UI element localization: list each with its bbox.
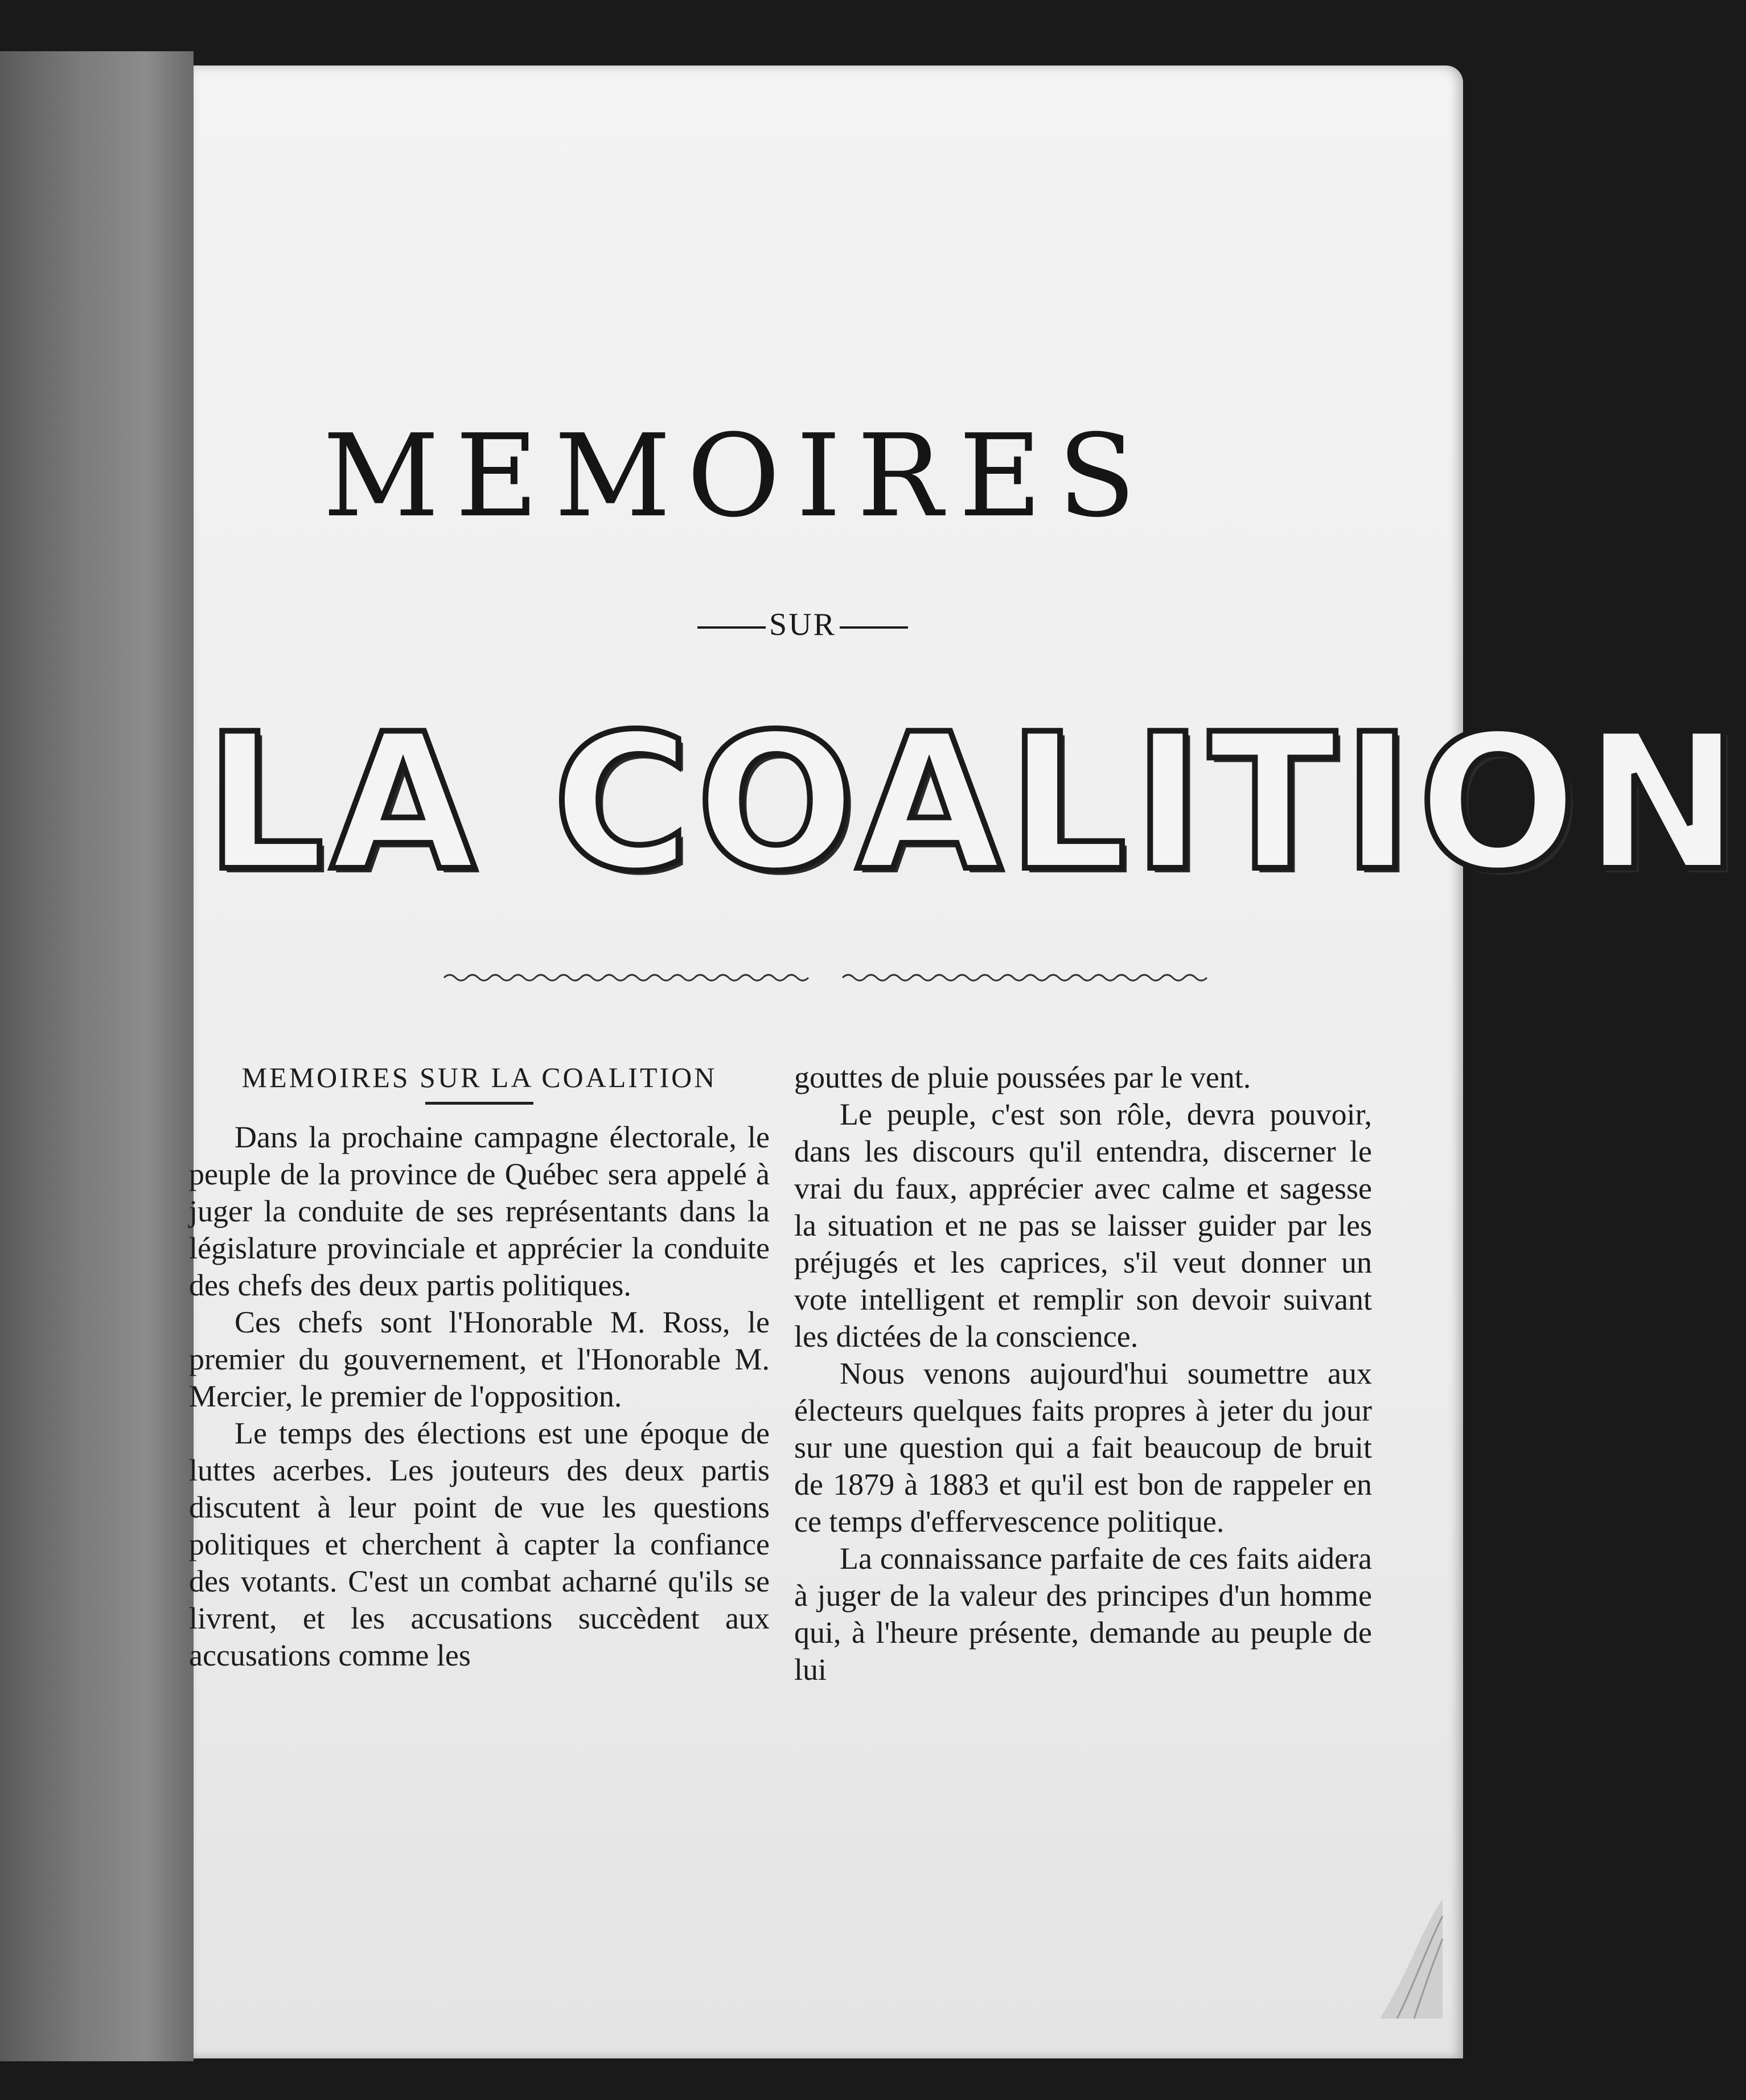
paragraph: Ces chefs sont l'Honorable M. Ross, le premier du gouvernement, et l'Honorable M. Mercier, le premier de l'opposition. [189, 1305, 770, 1413]
title-sur [686, 606, 919, 643]
column-right [794, 1059, 1372, 1688]
paragraph: La connaissance parfaite de ces faits aidera à juger de la valeur des principes d'un homme qui, à l'heure présente, demande au peuple de lui [794, 1541, 1372, 1687]
section-rule [425, 1102, 533, 1105]
paragraph: Dans la prochaine campagne électorale, le peuple de la province de Québec sera appelé à juger la conduite de ses représentants dans la législature provinciale et apprécier la conduite des chefs des deux partis politiques. [189, 1120, 770, 1302]
dash-left [697, 626, 766, 629]
paragraph: Le temps des élections est une époque de luttes acerbes. Les jouteurs des deux partis discutent à leur point de vue les questions politiques et cherchent à capter la confiance des votants. C'est un combat acharné qu'ils se livrent, et les accusations succèdent aux accusations comme les [189, 1416, 770, 1672]
title-la-coalition: LA COALITION [205, 694, 1746, 912]
wavy-ornament-rule [444, 971, 1207, 985]
page-curl-decoration [1357, 1899, 1443, 2019]
book-spine [0, 51, 194, 2061]
column-left [189, 1059, 770, 1674]
paragraph: Le peuple, c'est son rôle, devra pouvoir, dans les discours qu'il entendra, discerner le vrai du faux, apprécier avec calme et sagesse la situation et ne pas se laisser guider par les préjugés et les caprices, s'il veut donner un vote intelligent et remplir son devoir suivant les dictées de la conscience. [794, 1097, 1372, 1353]
dash-right [840, 626, 908, 629]
title-memoires: MEMOIRES [322, 410, 1152, 543]
title-sur-text: SUR [769, 607, 836, 642]
paragraph-continuation: gouttes de pluie poussées par le vent. [794, 1060, 1251, 1094]
section-heading: MEMOIRES SUR LA COALITION [241, 1061, 717, 1093]
paragraph: Nous venons aujourd'hui soumettre aux électeurs quelques faits propres à jeter du jour sur une question qui a fait beaucoup de bruit de 1879 à 1883 et qu'il est bon de rappeler en ce temps d'effervescence politique. [794, 1356, 1372, 1539]
